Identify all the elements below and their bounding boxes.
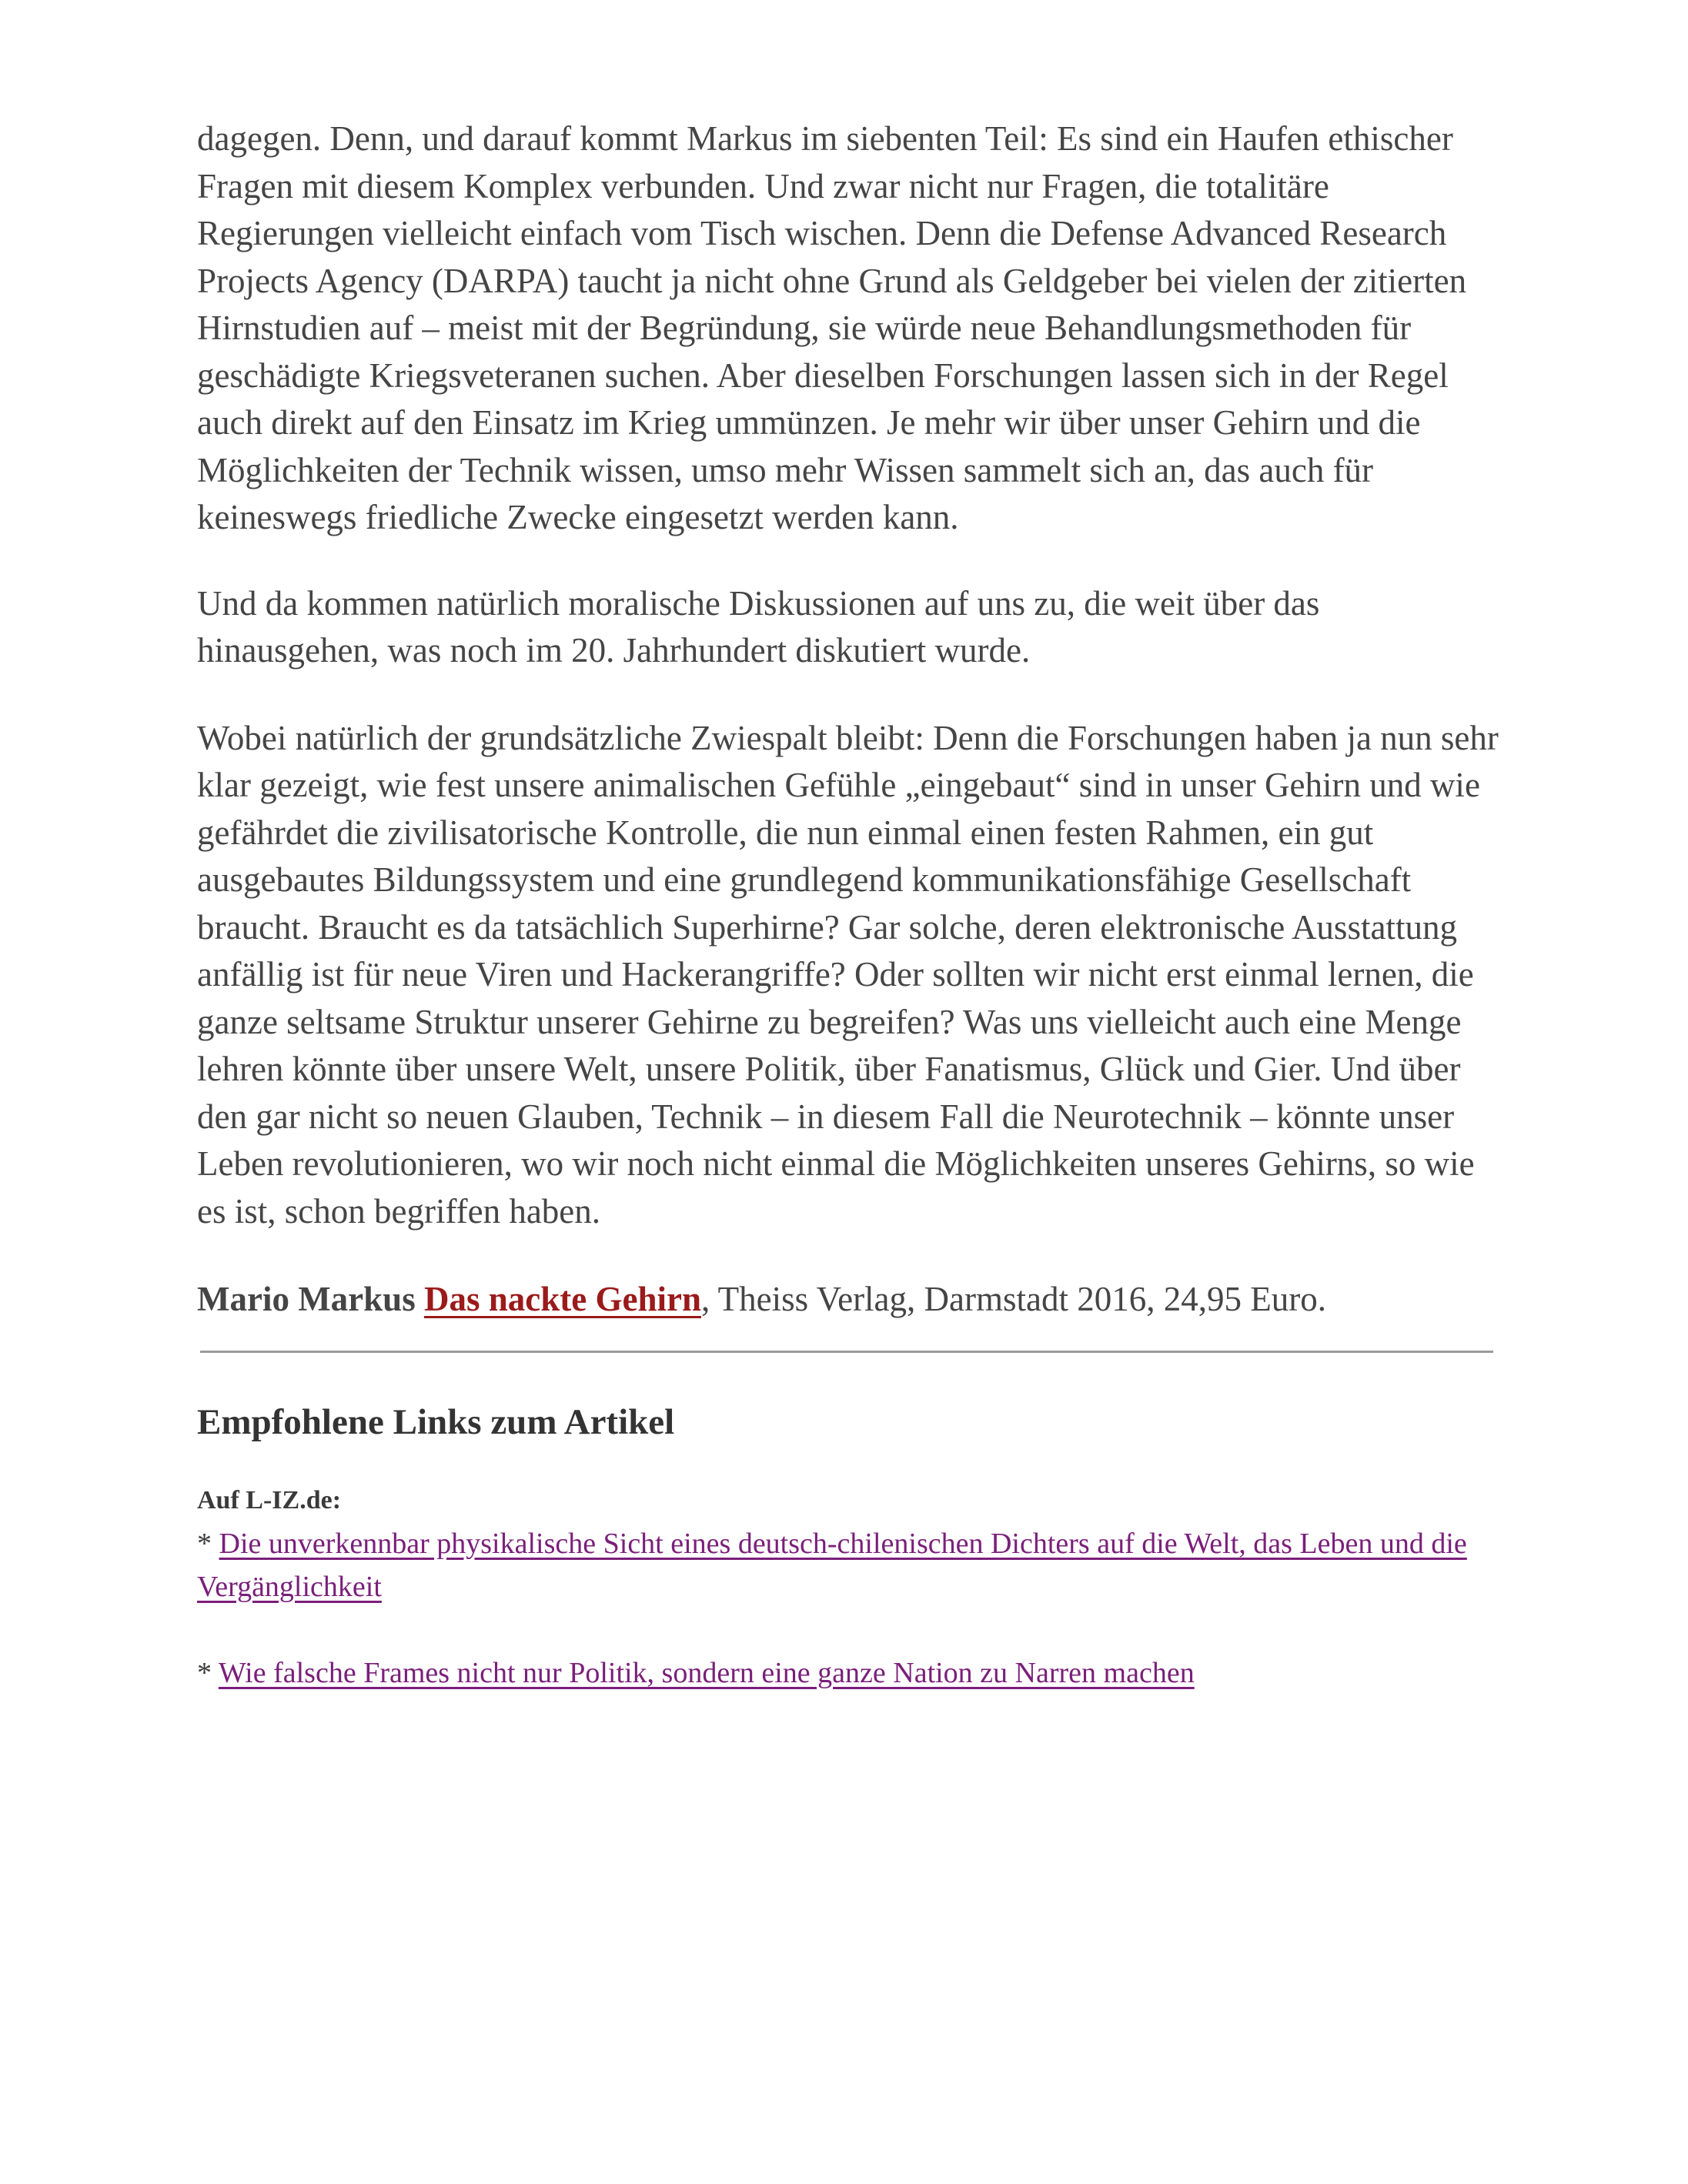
citation-details: , Theiss Verlag, Darmstadt 2016, 24,95 Euro. [700,1280,1326,1318]
article-paragraph-2: Und da kommen natürlich moralische Diskussionen auf uns zu, die weit über das hinausgehen, was noch im 20. Jahrhundert diskutiert wurde. [197,583,1320,670]
section-divider [200,1351,1493,1353]
article-paragraph-3: Wobei natürlich der grundsätzliche Zwiespalt bleibt: Denn die Forschungen haben ja nun sehr klar gezeigt, wie fest unsere animalischen Gefühle „eingebaut“ sind in unser Gehirn und wie gefährdet die zivilisatorische Kontrolle, die nun einmal einen festen Rahmen, ein gut ausgebautes Bildungssystem und eine grundlegend kommunikationsfähige Gesellschaft braucht. Braucht es da tatsächlich Superhirne? Gar solche, deren elektronische Ausstattung anfällig ist für neue Viren und Hackerangriffe? Oder sollten wir nicht erst einmal lernen, die ganze seltsame Struktur unserer Gehirne zu begreifen? Was uns vielleicht auch eine Menge lehren könnte über unsere Welt, unsere Politik, über Fanatismus, Glück und Gier. Und über den gar nicht so neuen Glauben, Technik – in diesem Fall die Neurotechnik – könnte unser Leben revolutionieren, wo wir noch nicht einmal die Möglichkeiten unseres Gehirns, so wie es ist, schon begriffen haben. [197,718,1499,1231]
recommended-links [197,1479,1506,1695]
recommended-link-2[interactable]: Wie falsche Frames nicht nur Politik, sondern eine ganze Nation zu Narren machen [218,1657,1195,1689]
book-title-link[interactable]: Das nackte Gehirn [423,1280,701,1318]
article-paragraph-1: dagegen. Denn, und darauf kommt Markus im siebenten Teil: Es sind ein Haufen ethischer Fragen mit diesem Komplex verbunden. Und zwar nicht nur Fragen, die totalitäre Regierungen vielleicht einfach vom Tisch wischen. Denn die Defense Advanced Research Projects Agency (DARPA) taucht ja nicht ohne Grund als Geldgeber bei vielen der zitierten Hirnstudien auf – meist mit der Begründung, sie würde neue Behandlungsmethoden für geschädigte Kriegsveteranen suchen. Aber dieselben Forschungen lassen sich in der Regel auch direkt auf den Einsatz im Krieg ummünzen. Je mehr wir über unser Gehirn und die Möglichkeiten der Technik wissen, umso mehr Wissen sammelt sich an, das auch für keineswegs friedliche Zwecke eingesetzt werden kann. [197,119,1467,536]
recommended-link-item [197,1651,1506,1695]
recommended-link-item [197,1522,1506,1608]
article-page [197,115,1506,1695]
recommended-link-1[interactable]: Die unverkennbar physikalische Sicht eines deutsch-chilenischen Dichters auf die Welt, das Leben und die Vergänglichkeit [197,1528,1467,1603]
bullet-marker: * [197,1528,219,1560]
book-citation [197,1275,1506,1323]
bullet-marker: * [197,1657,219,1689]
recommended-links-heading: Empfohlene Links zum Artikel [197,1402,675,1442]
citation-author: Mario Markus [197,1280,416,1318]
source-label: Auf L-IZ.de: [197,1486,342,1514]
